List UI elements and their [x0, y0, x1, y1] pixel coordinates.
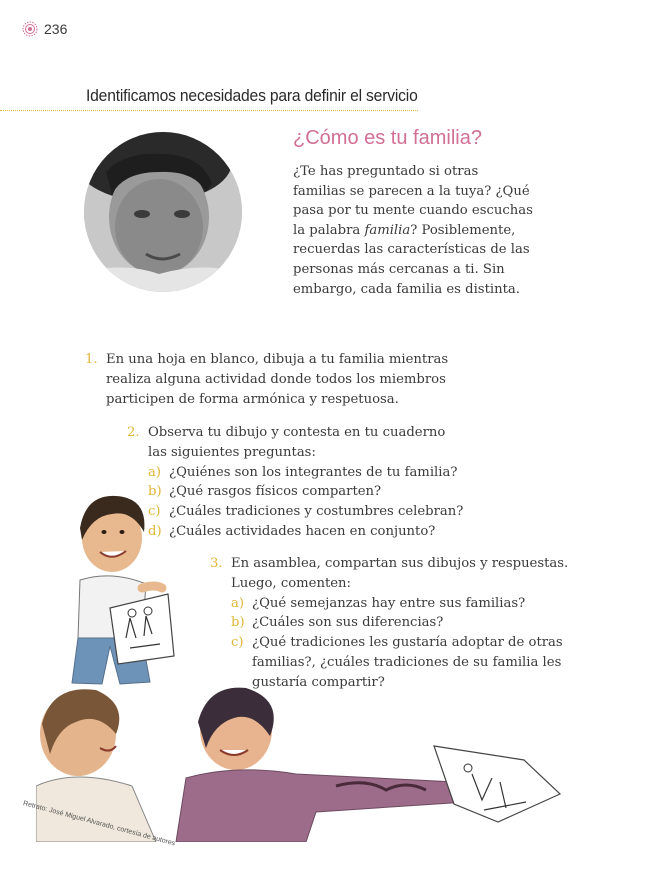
- child-portrait: [84, 132, 242, 292]
- boy-with-drawing-illustration: [50, 488, 180, 698]
- list-item: b) ¿Qué rasgos físicos comparten?: [148, 484, 382, 500]
- page-number: 236: [44, 21, 68, 37]
- activity-2: [127, 423, 502, 542]
- question-list: [210, 594, 571, 693]
- activity-3: [210, 554, 590, 693]
- intro-text-part-1: ¿Te has preguntado si otras familias se parecen a la tuya? ¿Qué pasa por tu mente cuando escuchas la palabra: [293, 164, 533, 238]
- intro-paragraph: [293, 162, 533, 299]
- list-item: c) ¿Qué tradiciones les gustaría adoptar de otras familias?, ¿cuáles tradiciones de su familia les gustaría compartir?: [231, 635, 563, 690]
- photo-credit: Retrato: José Miguel Alvarado, cortesía de autores: [22, 800, 176, 848]
- activity-text: En una hoja en blanco, dibuja a tu familia mientras realiza alguna actividad donde todos los miembros participen de forma armónica y respetuosa.: [106, 352, 449, 407]
- activity-number: 2.: [127, 425, 140, 440]
- activity-1: [85, 350, 485, 409]
- list-item: b) ¿Cuáles son sus diferencias?: [231, 615, 444, 631]
- intro-emphasis: familia: [364, 222, 411, 238]
- subsection-heading: ¿Cómo es tu familia?: [293, 127, 482, 149]
- activity-text: Observa tu dibujo y contesta en tu cuaderno las siguientes preguntas:: [148, 425, 446, 460]
- title-divider: [0, 110, 418, 111]
- ornament-icon: [22, 21, 38, 37]
- list-item: c) ¿Cuáles tradiciones y costumbres celebran?: [148, 504, 464, 520]
- list-item: d) ¿Cuáles actividades hacen en conjunto?: [148, 523, 436, 539]
- list-item: a) ¿Qué semejanzas hay entre sus familias?: [231, 595, 526, 611]
- activity-number: 1.: [85, 352, 98, 367]
- activity-text: En asamblea, compartan sus dibujos y respuestas. Luego, comenten:: [231, 556, 569, 591]
- section-title: Identificamos necesidades para definir el servicio: [86, 86, 418, 105]
- activity-number: 3.: [210, 556, 223, 571]
- question-list: [127, 463, 502, 542]
- list-item: a) ¿Quiénes son los integrantes de tu familia?: [148, 464, 458, 480]
- children-sharing-illustration: [36, 682, 566, 842]
- intro-text-part-2: ? Posiblemente, recuerdas las características de las personas más cercanas a ti. Sin embargo, cada familia es distinta.: [293, 222, 530, 297]
- page-header: [22, 21, 67, 37]
